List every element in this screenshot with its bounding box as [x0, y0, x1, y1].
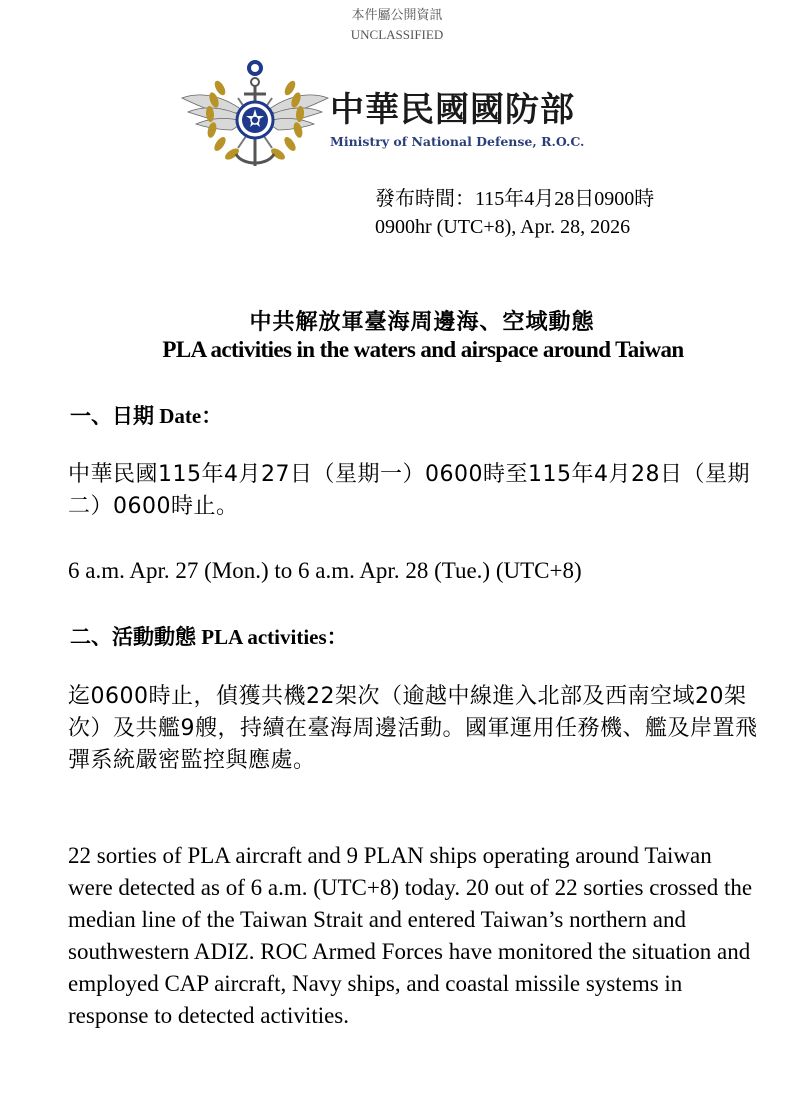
section-date-heading: 一、日期 Date： [70, 404, 223, 428]
section-activities-heading: 二、活動動態 PLA activities： [70, 625, 348, 649]
section-date-en: 6 a.m. Apr. 27 (Mon.) to 6 a.m. Apr. 28 (Tue.) (UTC+8) [68, 558, 582, 583]
report-title-en: PLA activities in the waters and airspace around Taiwan [162, 337, 684, 362]
classification-en: UNCLASSIFIED [350, 27, 444, 42]
classification-zh: 本件屬公開資訊 [351, 7, 443, 22]
ministry-name-zh: 中華民國國防部 [330, 90, 575, 130]
ministry-name-en: Ministry of National Defense, R.O.C. [330, 134, 585, 149]
section-date-zh: 中華民國115年4月27日（星期一）0600時至115年4月28日（星期二）0600時止。 [68, 462, 750, 519]
release-time-zh: 發布時間：115年4月28日0900時 [375, 188, 655, 210]
section-activities-en: 22 sorties of PLA aircraft and 9 PLAN ships operating around Taiwan were detected as of 6 a.m. (UTC+8) today. 20 out of 22 sorties crossed the median line of the Taiwan Strait and entered Taiwan’s northern and southwestern ADIZ. ROC Armed Forces have monitored the situation and employed CAP aircraft, Navy ships, and coastal missile systems in response to detected activities. [68, 843, 753, 1028]
ministry-emblem-logo [180, 58, 330, 174]
release-time-en: 0900hr (UTC+8), Apr. 28, 2026 [375, 216, 631, 238]
report-title-zh: 中共解放軍臺海周邊海、空域動態 [249, 310, 595, 335]
section-activities-zh: 迄0600時止，偵獲共機22架次（逾越中線進入北部及西南空域20架次）及共艦9艘，持續在臺海周邊活動。國軍運用任務機、艦及岸置飛彈系統嚴密監控與應處。 [68, 684, 758, 773]
